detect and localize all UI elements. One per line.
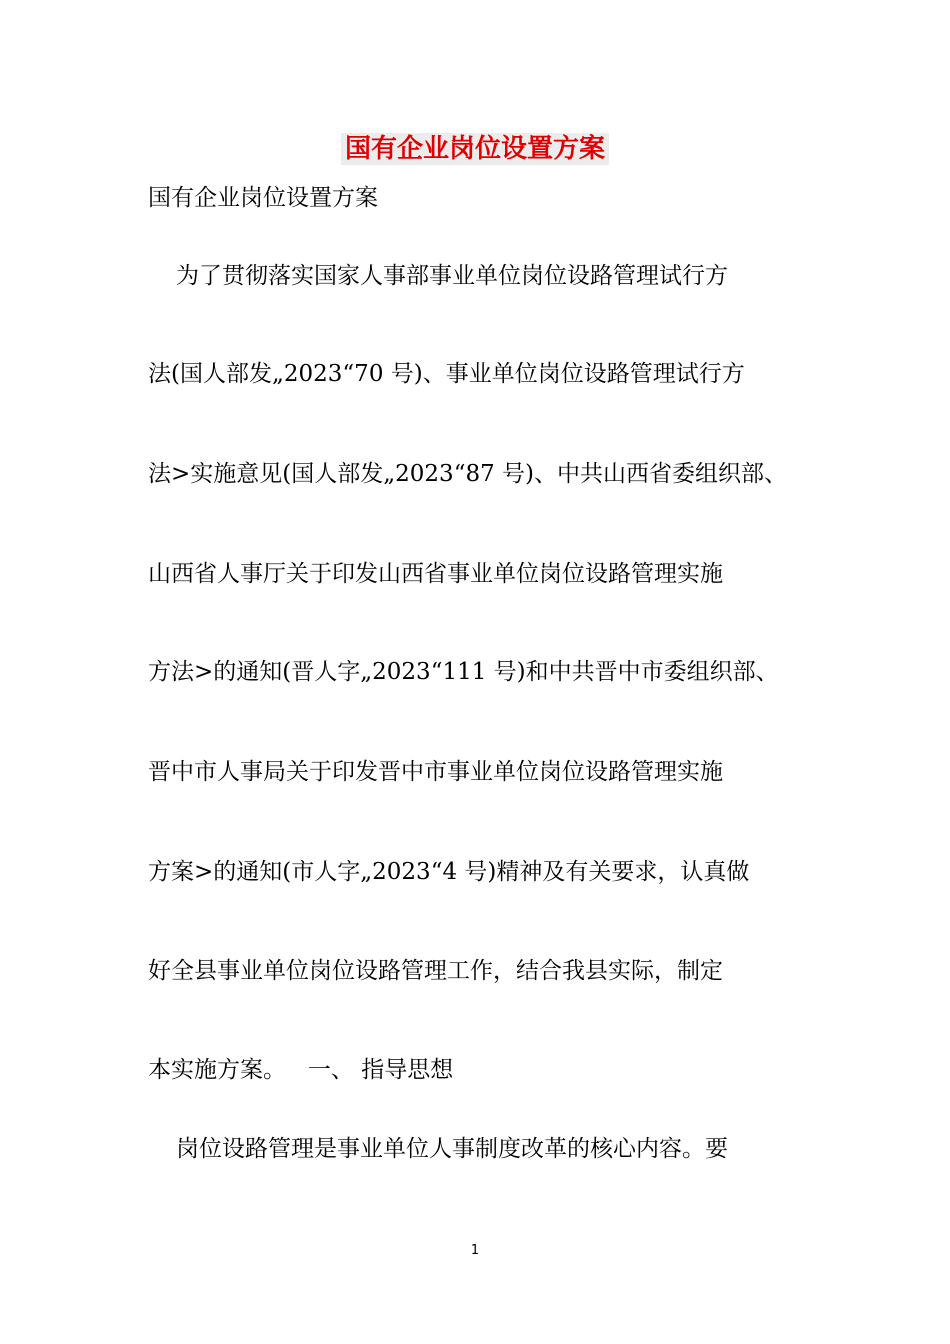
body-line-8: 好全县事业单位岗位设路管理工作，结合我县实际，制定 bbox=[148, 958, 723, 984]
body-line-2: 法(国人部发„2023“70 号)、事业单位岗位设路管理试行方 bbox=[148, 361, 745, 387]
body-line-1: 为了贯彻落实国家人事部事业单位岗位设路管理试行方 bbox=[176, 263, 728, 289]
page-title bbox=[0, 131, 950, 167]
body-line-3: 法>实施意见(国人部发„2023“87 号)、中共山西省委组织部、 bbox=[148, 461, 788, 487]
body-line-9: 本实施方案。 一、 指导思想 bbox=[148, 1057, 454, 1083]
page-number: 1 bbox=[470, 1243, 480, 1258]
page-title-text: 国有企业岗位设置方案 bbox=[341, 133, 609, 165]
body-line-5: 方法>的通知(晋人字„2023“111 号)和中共晋中市委组织部、 bbox=[148, 659, 779, 685]
body-line-7: 方案>的通知(市人字„2023“4 号)精神及有关要求，认真做 bbox=[148, 859, 750, 885]
body-line-10: 岗位设路管理是事业单位人事制度改革的核心内容。要 bbox=[176, 1136, 728, 1162]
body-line-6: 晋中市人事局关于印发晋中市事业单位岗位设路管理实施 bbox=[148, 759, 723, 785]
body-line-4: 山西省人事厅关于印发山西省事业单位岗位设路管理实施 bbox=[148, 561, 723, 587]
document-subtitle: 国有企业岗位设置方案 bbox=[148, 185, 378, 211]
